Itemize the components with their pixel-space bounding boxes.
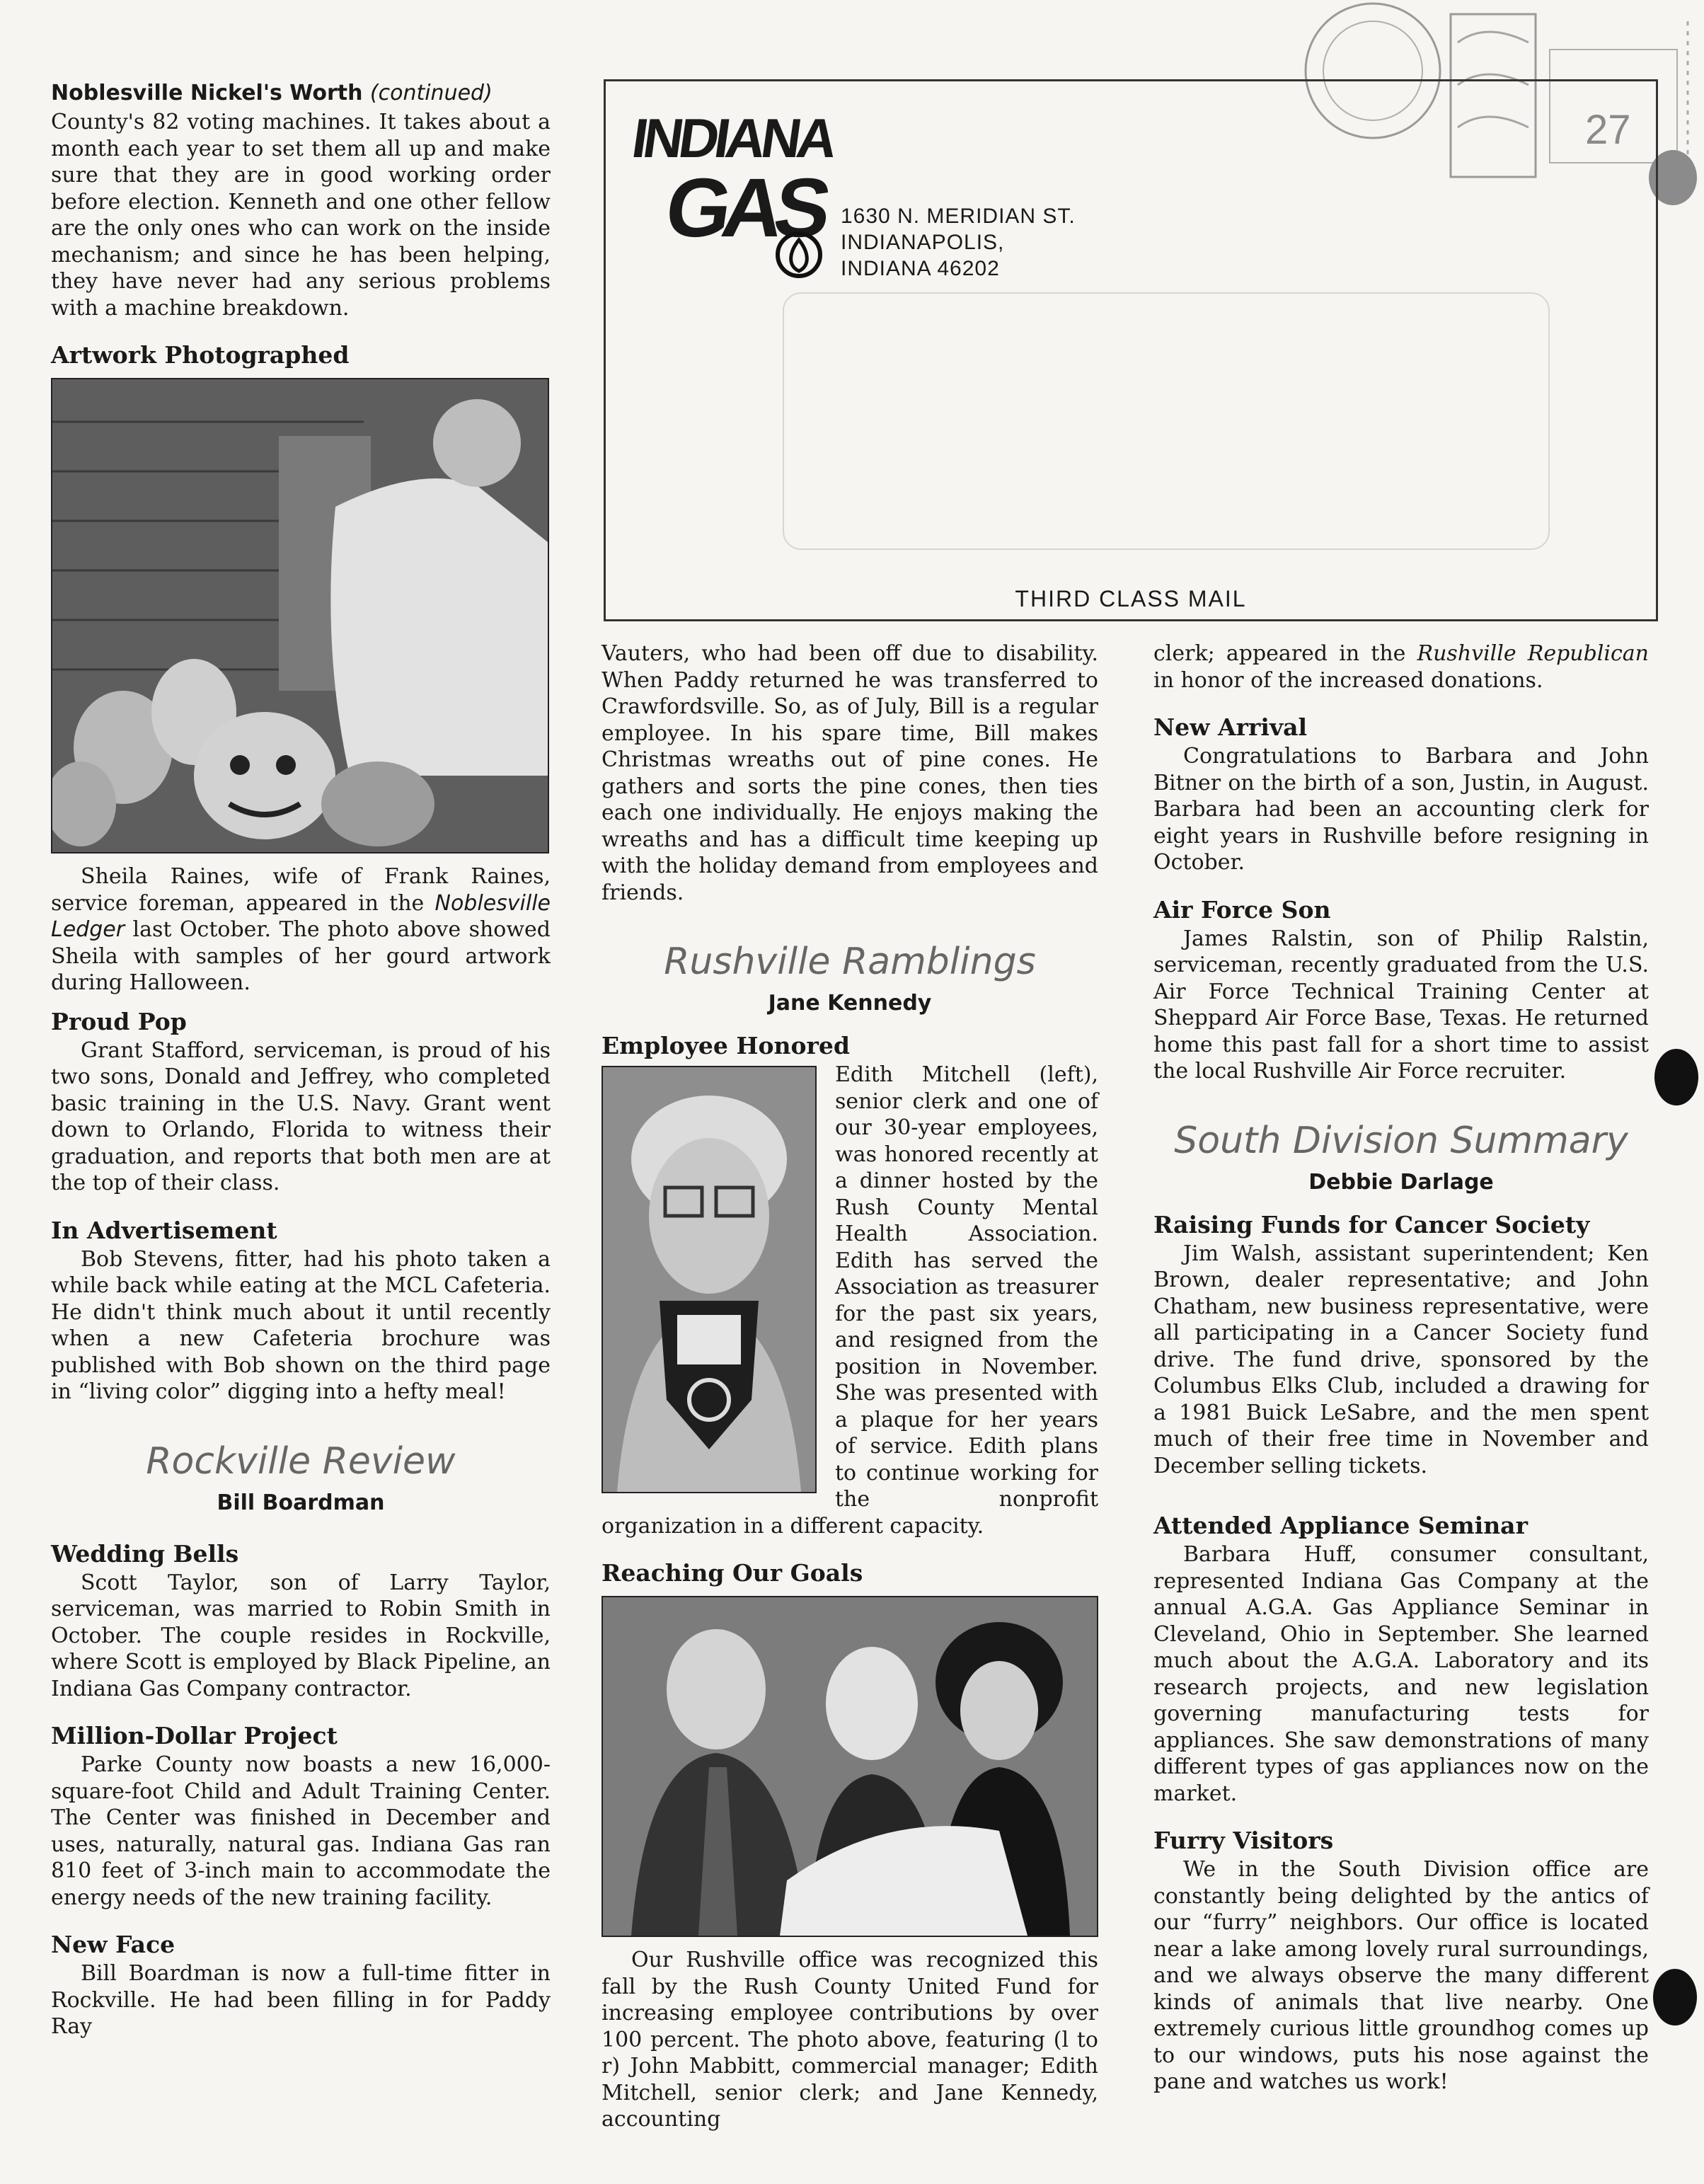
artwork-heading: Artwork Photographed	[51, 341, 350, 369]
appliance-seminar-paragraph: Barbara Huff, consumer consultant, represented Indiana Gas Company at the annual A.G.A. Gas Appliance Seminar in Cleveland, Ohio in September. She learned much about the A.G.A. Laboratory and its research projects, and new legislation governing manufacturing tests for appliances. She saw demonstrations of many different types of gas appliances now on the market.	[1153, 1542, 1649, 1806]
new-arrival-heading: New Arrival	[1153, 713, 1308, 741]
air-force-son-paragraph: James Ralstin, son of Philip Ralstin, serviceman, recently graduated from the U.S. Air Force Technical Training Center at Sheppard Air Force Base, Texas. He returned home this past fall for a short time to assist the local Rushville Air Force recruiter.	[1153, 926, 1649, 1084]
reaching-goals-paragraph: Our Rushville office was recognized this fall by the Rush County United Fund for increasing employee contributions by over 100 percent. The photo above, featuring (l to r) John Mabbitt, commercial manager; Edith Mitchell, senior clerk; and Jane Kennedy, accounting	[601, 1948, 1098, 2132]
rockville-review-title: Rockville Review	[146, 1439, 456, 1483]
new-arrival-paragraph: Congratulations to Barbara and John Bitner on the birth of a son, Justin, in August. Barbara had been an accounting clerk for eight years in Rushville before resigning in October.	[1153, 744, 1649, 875]
employee-honored-paragraph: Edith Mitchell (left), senior clerk and one of our 30-year employees, was honored recently at a dinner hosted by the Rush County Mental Health Association. Edith has served the Association as treasurer for the past six years, and resigned from the position in November. She was presented with a plaque for her years of service. Edith plans to continue working for the nonprofit organization in a different capacity.	[601, 1062, 1098, 1539]
new-face-heading: New Face	[51, 1931, 175, 1958]
air-force-son-heading: Air Force Son	[1153, 895, 1331, 924]
artwork-caption	[51, 863, 551, 996]
address-street: 1630 N. MERIDIAN ST.	[841, 205, 1076, 228]
continued-heading-title: Noblesville Nickel's Worth	[51, 81, 363, 105]
rushville-ramblings-byline: Jane Kennedy	[768, 991, 932, 1016]
proud-pop-paragraph: Grant Stafford, serviceman, is proud of his two sons, Donald and Jeffrey, who completed basic training in the U.S. Navy. Grant went down to Orlando, Florida to witness their graduation, and reports that both men are at the top of their class.	[51, 1038, 551, 1195]
stamp-value: 27	[1585, 107, 1631, 153]
address-state-zip: INDIANA 46202	[841, 257, 1000, 280]
column-middle	[601, 640, 1098, 2133]
furry-visitors-paragraph: We in the South Division office are constantly being delighted by the antics of our “furry” neighbors. Our office is located near a lake among lovely rural surroundings, and we always observe the many different kinds of animals that live nearby. One extremely curious little groundhog comes up to our windows, puts his nose against the pane and watches us work!	[1153, 1857, 1649, 2094]
wedding-bells-paragraph: Scott Taylor, son of Larry Taylor, serviceman, was married to Robin Smith in October. The couple resides in Rockville, where Scott is employed by Black Pipeline, an Indiana Gas Company contractor.	[51, 1570, 551, 1701]
logo-word-gas: GAS	[660, 161, 829, 255]
continued-paragraph: County's 82 voting machines. It takes about a month each year to set them all up and make sure that they are in good working order before election. Kenneth and one other fellow are the only ones who can work on the inside mechanism; and since he has been helping, they have never had any serious problems with a machine breakdown.	[51, 110, 551, 321]
united-fund-photo	[601, 1596, 1098, 1937]
employee-honored-heading: Employee Honored	[601, 1032, 850, 1059]
gourd-artwork-photo	[51, 378, 549, 854]
south-division-title: South Division Summary	[1174, 1119, 1628, 1162]
mailing-panel	[604, 79, 1658, 621]
binder-hole-middle	[1654, 1049, 1698, 1105]
furry-visitors-heading: Furry Visitors	[1153, 1827, 1334, 1854]
cancer-society-paragraph: Jim Walsh, assistant superintendent; Ken Brown, dealer representative; and John Chatham, new business representative, were all participating in a Cancer Society fund drive. The fund drive, sponsored by the Columbus Elks Club, included a drawing for a 1981 Buick LeSabre, and the men spent much of their free time in November and December selling tickets.	[1153, 1241, 1649, 1478]
address-city: INDIANAPOLIS,	[841, 231, 1005, 254]
reaching-goals-heading: Reaching Our Goals	[601, 1559, 863, 1587]
wedding-bells-heading: Wedding Bells	[51, 1539, 239, 1568]
address-window	[783, 292, 1550, 550]
artwork-caption-part1: Sheila Raines, wife of Frank Raines, service foreman, appeared in the	[51, 864, 551, 916]
cancer-society-heading: Raising Funds for Cancer Society	[1153, 1210, 1590, 1238]
proud-pop-heading: Proud Pop	[51, 1007, 187, 1035]
million-dollar-paragraph: Parke County now boasts a new 16,000-square-foot Child and Adult Training Center. The Center was finished in December and uses, naturally, natural gas. Indiana Gas ran 810 feet of 3-inch main to accommodate the energy needs of the new training facility.	[51, 1752, 551, 1910]
advertisement-heading: In Advertisement	[51, 1216, 277, 1244]
return-address	[841, 203, 1076, 282]
rockville-review-byline: Bill Boardman	[217, 1490, 385, 1515]
logo-word-indiana: INDIANA	[628, 107, 838, 169]
mail-class-label: THIRD CLASS MAIL	[1015, 586, 1247, 611]
continued-heading-suffix: (continued)	[369, 81, 493, 105]
artwork-caption-part2: last October. The photo above showed Sheila with samples of her gourd artwork during Halloween.	[51, 917, 551, 995]
new-face-paragraph: Bill Boardman is now a full-time fitter in Rockville. He had been filling in for Paddy Ray	[51, 1961, 551, 2039]
south-division-byline: Debbie Darlage	[1308, 1169, 1494, 1195]
appliance-seminar-heading: Attended Appliance Seminar	[1153, 1512, 1528, 1539]
advertisement-paragraph: Bob Stevens, fitter, had his photo taken a while back while eating at the MCL Cafeteria. He didn't think much about it until recently when a new Cafeteria brochure was published with Bob shown on the third page in “living color” digging into a hefty meal!	[51, 1246, 551, 1404]
edith-mitchell-photo	[601, 1066, 817, 1493]
rushville-ramblings-title: Rushville Ramblings	[664, 941, 1036, 983]
rushville-continued-paragraph	[1153, 640, 1649, 694]
million-dollar-heading: Million-Dollar Project	[51, 1722, 338, 1749]
indiana-gas-logo	[628, 107, 838, 322]
flame-icon	[774, 230, 824, 280]
rushville-continued-part1: clerk; appeared in the	[1153, 641, 1417, 666]
rushville-continued-part2: in honor of the increased donations.	[1153, 667, 1543, 693]
column-right	[1153, 640, 1649, 2096]
binder-hole-bottom	[1653, 1969, 1697, 2025]
rushville-continued-publication: Rushville Republican	[1417, 641, 1650, 666]
column-left	[51, 78, 551, 2040]
continued-heading	[51, 78, 551, 109]
artwork-caption-publication: Noblesville Ledger	[51, 890, 551, 942]
rockville-continued-paragraph: Vauters, who had been off due to disability. When Paddy returned he was transferred to Crawfordsville. So, as of July, Bill is a regular employee. In his spare time, Bill makes Christmas wreaths out of pine cones. He gathers and sorts the pine cones, then ties each one individually. He enjoys making the wreaths and has a difficult time keeping up with the holiday demand from employees and friends.	[601, 641, 1098, 905]
